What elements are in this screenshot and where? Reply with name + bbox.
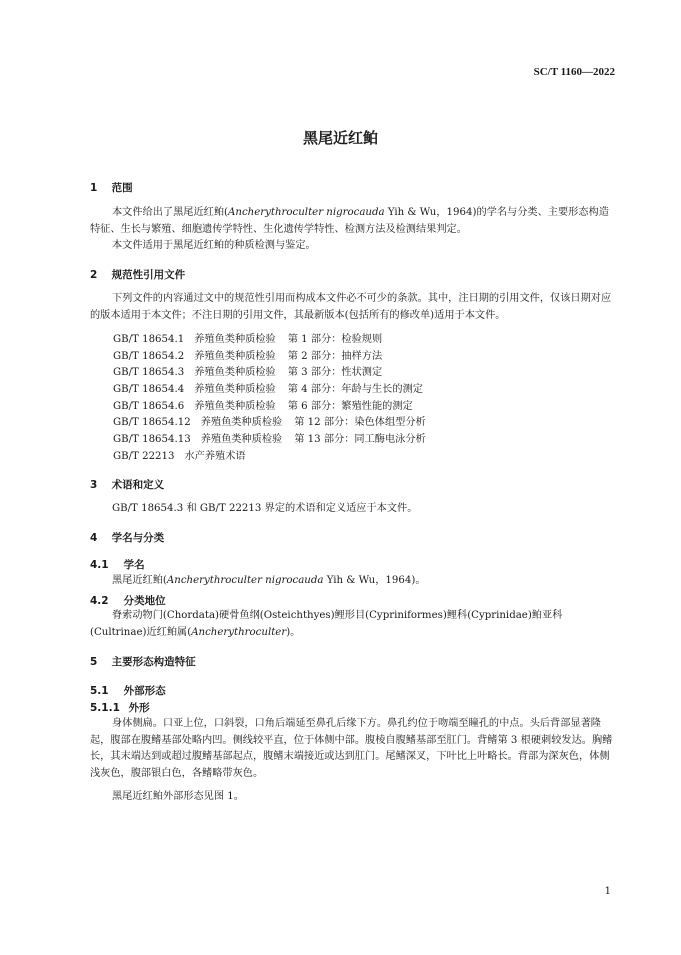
section-5-1-1-paragraph-1: 身体侧扁。口亚上位，口斜裂，口角后端延至鼻孔后缘下方。鼻孔约位于吻端至瞳孔的中点。头后背部显著隆起，腹部在腹鳍基部处略内凹。侧线较平直，位于体侧中部。腹棱自腹鳍基部至肛门。背鳍第 3 根硬刺较发达。胸鳍长，其末端达到或超过腹鳍基部起点，腹鳍末端接近或达到肛门。尾鳍深叉，下叶比上叶略长。背部为深灰色，体侧浅灰色，腹部银白色，各鳍略带灰色。 <box>90 718 613 779</box>
section-4-heading: 4 学名与分类 <box>90 532 165 544</box>
section-1-heading <box>90 180 133 195</box>
page-number: 1 <box>604 886 611 897</box>
reference-item: GB/T 18654.12 养殖鱼类种质检验 第 12 部分：染色体组型分析 <box>113 417 426 428</box>
section-4-2-paragraph: 脊索动物门(Chordata)硬骨鱼纲(Osteichthyes)鲤形目(Cypriniformes)鲤科(Cyprinidae)鲌亚科(Cultrinae)近红鲌属(Ancherythroculter)。 <box>90 610 563 638</box>
section-title: 范围 <box>111 182 133 194</box>
section-5-1-1-heading: 5.1.1 外形 <box>90 702 150 714</box>
scientific-name: Ancherythroculter nigrocauda <box>228 207 385 218</box>
reference-item: GB/T 18654.4 养殖鱼类种质检验 第 4 部分：年龄与生长的测定 <box>113 384 423 395</box>
section-number: 1 <box>90 182 98 194</box>
scientific-name: Ancherythroculter nigrocauda <box>166 575 324 586</box>
section-5-1-1-paragraph-2: 黑尾近红鲌外部形态见图 1。 <box>112 791 244 802</box>
reference-item: GB/T 22213 水产养殖术语 <box>113 451 246 462</box>
reference-item: GB/T 18654.1 养殖鱼类种质检验 第 1 部分：检验规则 <box>113 334 383 345</box>
reference-item: GB/T 18654.2 养殖鱼类种质检验 第 2 部分：抽样方法 <box>113 351 383 362</box>
page-title: 黑尾近红鲌 <box>302 129 378 147</box>
section-5-1-heading: 5.1 外部形态 <box>90 685 166 697</box>
section-5-heading: 5 主要形态构造特征 <box>90 656 196 668</box>
reference-item: GB/T 18654.13 养殖鱼类种质检验 第 13 部分：同工酶电泳分析 <box>113 434 426 445</box>
section-4-1-heading: 4.1 学名 <box>90 559 145 571</box>
standard-code: SC/T 1160—2022 <box>533 66 615 78</box>
section-4-1-paragraph: 黑尾近红鲌(Ancherythroculter nigrocauda Yih & Wu，1964)。 <box>112 575 426 586</box>
section-3-heading: 3 术语和定义 <box>90 479 165 491</box>
reference-item: GB/T 18654.3 养殖鱼类种质检验 第 3 部分：性状测定 <box>113 367 383 378</box>
section-2-heading: 2 规范性引用文件 <box>90 269 186 281</box>
reference-item: GB/T 18654.6 养殖鱼类种质检验 第 6 部分：繁殖性能的测定 <box>113 401 413 412</box>
section-4-2-heading: 4.2 分类地位 <box>90 595 166 607</box>
section-1-paragraph-1: 本文件给出了黑尾近红鲌(Ancherythroculter nigrocauda Yih & Wu，1964)的学名与分类、主要形态构造特征、生长与繁殖、细胞遗传学特性、生化遗传学特性、检测方法及检测结果判定。 <box>90 207 609 235</box>
section-2-intro: 下列文件的内容通过文中的规范性引用而构成本文件必不可少的条款。其中，注日期的引用文件，仅该日期对应的版本适用于本文件；不注日期的引用文件，其最新版本(包括所有的修改单)适用于本文件。 <box>90 293 612 321</box>
section-1-paragraph-2: 本文件适用于黑尾近红鲌的种质检测与鉴定。 <box>112 240 316 251</box>
section-3-paragraph: GB/T 18654.3 和 GB/T 22213 界定的术语和定义适应于本文件。 <box>112 503 418 514</box>
genus-name: Ancherythroculter <box>191 626 287 638</box>
